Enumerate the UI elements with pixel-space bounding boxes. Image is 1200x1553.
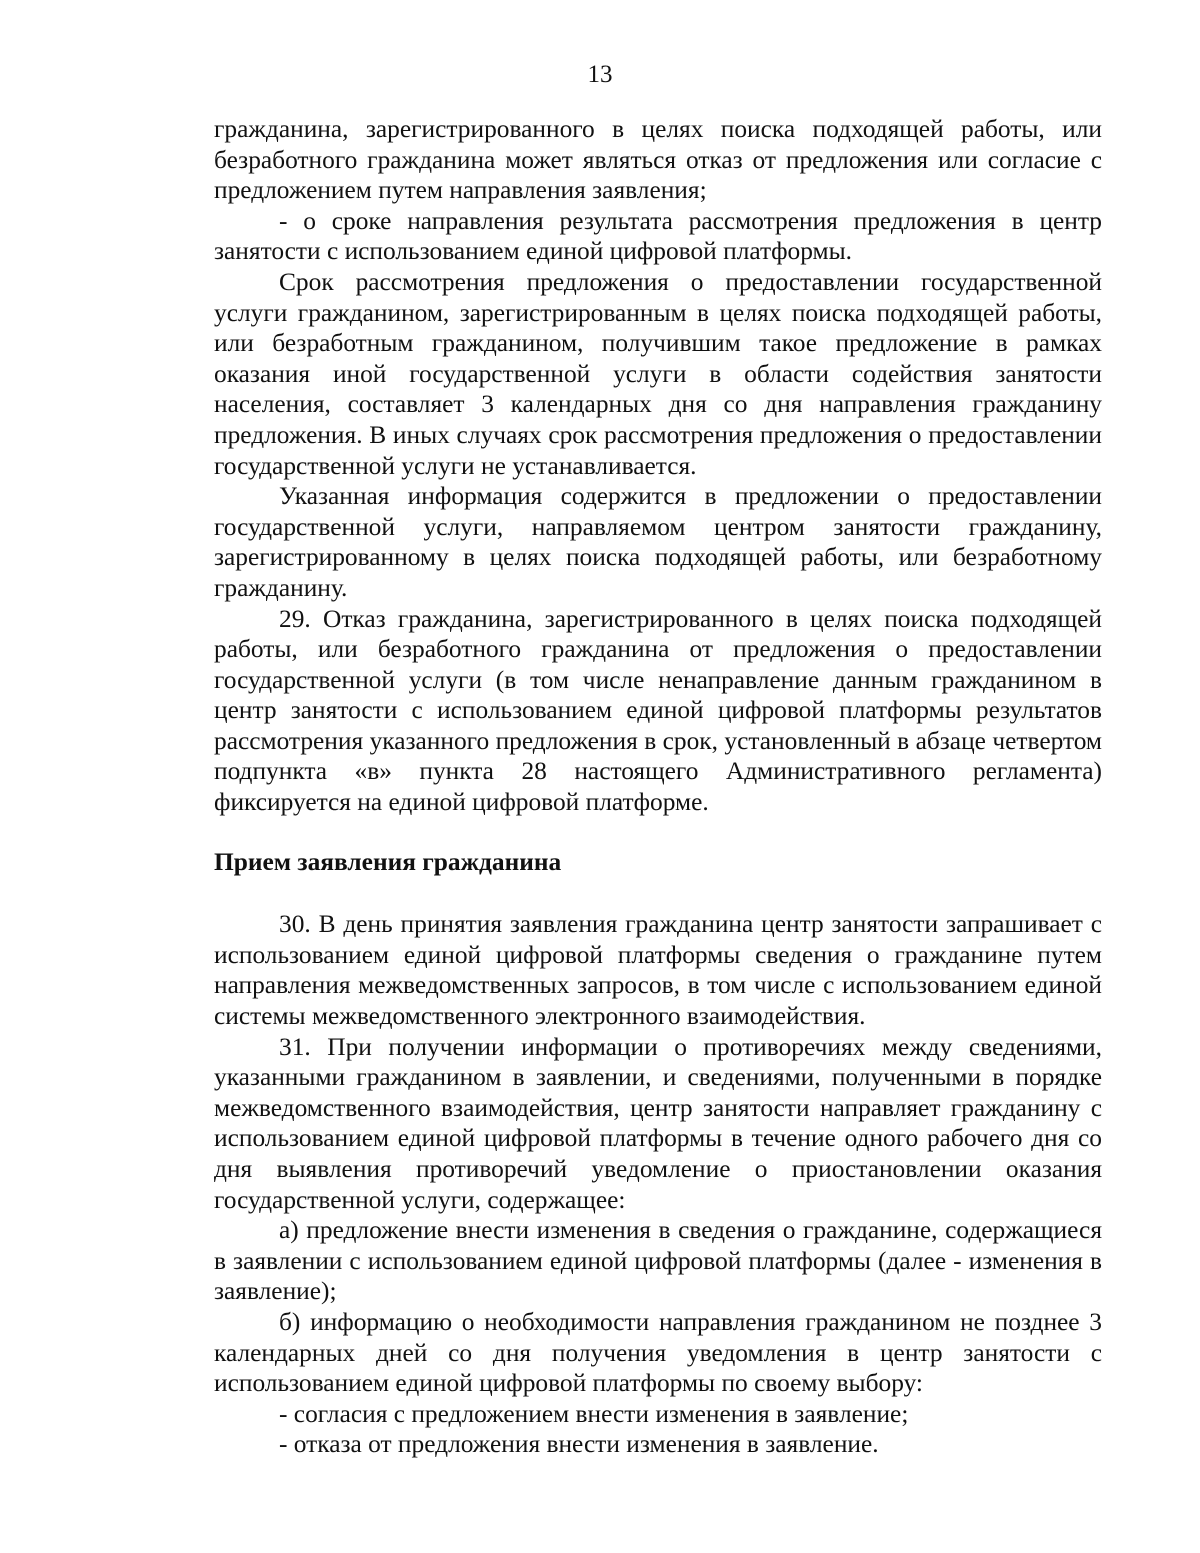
paragraph-29: 29. Отказ гражданина, зарегистрированного в целях поиска подходящей работы, или безработного гражданина от предложения о предоставлении государственной услуги (в том числе ненаправление данным гражданином в центр занятости с использованием единой цифровой платформы результатов рассмотрения указанного предложения в срок, установленный в абзаце четвертом подпункта «в» пункта 28 настоящего Административного регламента) фиксируется на единой цифровой платформе.	[214, 604, 1102, 817]
paragraph-31: 31. При получении информации о противоречиях между сведениями, указанными гражданином в заявлении, и сведениями, полученными в порядке межведомственного взаимодействия, центр занятости направляет гражданину с использованием единой цифровой платформы в течение одного рабочего дня со дня выявления противоречий уведомление о приостановлении оказания государственной услуги, содержащее:	[214, 1032, 1102, 1214]
section-heading: Прием заявления гражданина	[214, 847, 562, 876]
paragraph-deadline-note: - о сроке направления результата рассмотрения предложения в центр занятости с использованием единой цифровой платформы.	[214, 206, 1102, 266]
list-item-refusal: - отказа от предложения внести изменения в заявление.	[279, 1430, 879, 1459]
paragraph-31-a: а) предложение внести изменения в сведения о гражданине, содержащиеся в заявлении с использованием единой цифровой платформы (далее - изменения в заявление);	[214, 1216, 1102, 1306]
document-body	[214, 114, 1102, 1460]
list-item-consent: - согласия с предложением внести изменения в заявление;	[279, 1399, 909, 1428]
page-number: 13	[587, 61, 613, 88]
paragraph-continuation: гражданина, зарегистрированного в целях поиска подходящей работы, или безработного гражданина может являться отказ от предложения или согласие с предложением путем направления заявления;	[214, 115, 1102, 205]
paragraph-30: 30. В день принятия заявления гражданина центр занятости запрашивает с использованием единой цифровой платформы сведения о гражданине путем направления межведомственных запросов, в том числе с использованием единой системы межведомственного электронного взаимодействия.	[214, 910, 1102, 1031]
paragraph-review-period: Срок рассмотрения предложения о предоставлении государственной услуги гражданином, зарегистрированным в целях поиска подходящей работы, или безработным гражданином, получившим такое предложение в рамках оказания иной государственной услуги в области содействия занятости населения, составляет 3 календарных дня со дня направления гражданину предложения. В иных случаях срок рассмотрения предложения о предоставлении государственной услуги не устанавливается.	[214, 267, 1102, 480]
paragraph-31-b: б) информацию о необходимости направления гражданином не позднее 3 календарных дней со дня получения уведомления в центр занятости с использованием единой цифровой платформы по своему выбору:	[214, 1307, 1102, 1398]
paragraph-information-note: Указанная информация содержится в предложении о предоставлении государственной услуги, направляемом центром занятости гражданину, зарегистрированному в целях поиска подходящей работы, или безработному гражданину.	[214, 482, 1102, 602]
